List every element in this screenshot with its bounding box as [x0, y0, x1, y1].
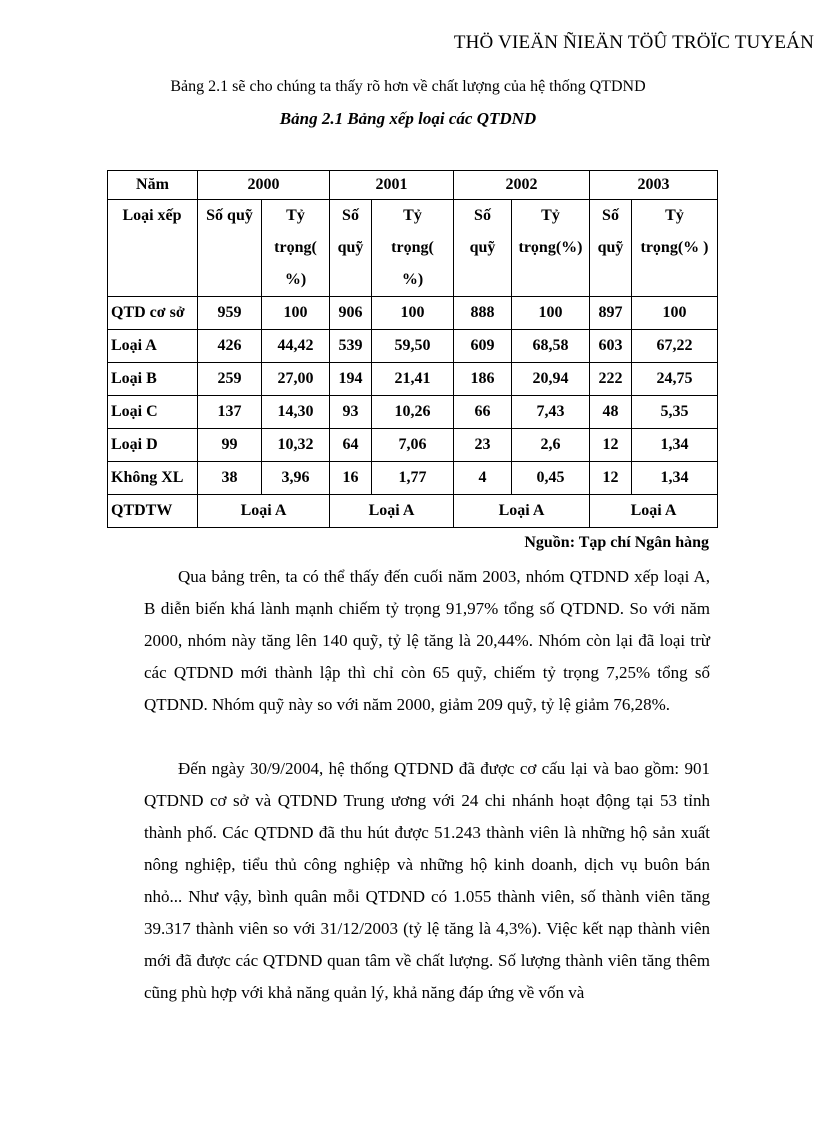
table-cell: 137: [198, 396, 262, 429]
table-cell: 426: [198, 330, 262, 363]
table-cell: 1,77: [372, 462, 454, 495]
table-cell: Loại A: [590, 495, 718, 528]
table-cell: 68,58: [512, 330, 590, 363]
page-header-title: THÖ VIEÄN ÑIEÄN TÖÛ TRÖÏC TUYEÁN: [453, 32, 814, 53]
table-cell: 222: [590, 363, 632, 396]
count-subheader: Số quỹ: [330, 200, 372, 297]
year-header: 2001: [330, 171, 454, 200]
table-cell: 64: [330, 429, 372, 462]
year-header: 2002: [454, 171, 590, 200]
year-header-row: [108, 171, 718, 200]
qtdtw-row: [108, 495, 718, 528]
year-header: 2003: [590, 171, 718, 200]
table-cell: 5,35: [632, 396, 718, 429]
table-cell: 10,32: [262, 429, 330, 462]
table-cell: 20,94: [512, 363, 590, 396]
table-row: [108, 330, 718, 363]
count-subheader: Số quỹ: [198, 200, 262, 297]
row-label: Loại A: [108, 330, 198, 363]
table-row: [108, 396, 718, 429]
intro-sentence: Bảng 2.1 sẽ cho chúng ta thấy rõ hơn về chất lượng của hệ thống QTDND: [170, 78, 646, 95]
table-cell: 48: [590, 396, 632, 429]
table-cell: 1,34: [632, 462, 718, 495]
table-cell: 66: [454, 396, 512, 429]
table-cell: 4: [454, 462, 512, 495]
table-cell: 609: [454, 330, 512, 363]
table-cell: 539: [330, 330, 372, 363]
row-label: QTDTW: [108, 495, 198, 528]
table-cell: 24,75: [632, 363, 718, 396]
share-subheader: Tỷ trọng( %): [262, 200, 330, 297]
body-paragraph: Đến ngày 30/9/2004, hệ thống QTDND đã được cơ cấu lại và bao gồm: 901 QTDND cơ sở và QTDND Trung ương với 24 chi nhánh hoạt động tại 53 tỉnh thành phố. Các QTDND đã thu hút được 51.243 thành viên là những hộ sản xuất nông nghiệp, tiểu thủ công nghiệp và những hộ kinh doanh, dịch vụ buôn bán nhỏ... Như vậy, bình quân mỗi QTDND có 1.055 thành viên, số thành viên tăng 39.317 thành viên so với 31/12/2003 (tỷ lệ tăng là 4,3%). Việc kết nạp thành viên mới đã được các QTDND quan tâm về chất lượng. Số lượng thành viên tăng thêm cũng phù hợp với khả năng quản lý, khả năng đáp ứng về vốn và: [144, 759, 710, 1002]
row-label: Loại D: [108, 429, 198, 462]
year-header: 2000: [198, 171, 330, 200]
table-cell: 12: [590, 462, 632, 495]
table-cell: 27,00: [262, 363, 330, 396]
table-cell: 897: [590, 297, 632, 330]
table-cell: 603: [590, 330, 632, 363]
table-row: [108, 297, 718, 330]
table-cell: 16: [330, 462, 372, 495]
table-cell: 2,6: [512, 429, 590, 462]
table-cell: 7,06: [372, 429, 454, 462]
table-row: [108, 429, 718, 462]
table-cell: 100: [512, 297, 590, 330]
table-cell: Loại A: [198, 495, 330, 528]
table-cell: 93: [330, 396, 372, 429]
corner-year-label: Năm: [108, 171, 198, 200]
table-cell: 44,42: [262, 330, 330, 363]
table-cell: 3,96: [262, 462, 330, 495]
row-label: QTD cơ sở: [108, 297, 198, 330]
table-cell: 186: [454, 363, 512, 396]
table-cell: 59,50: [372, 330, 454, 363]
table-cell: 7,43: [512, 396, 590, 429]
count-subheader: Số quỹ: [454, 200, 512, 297]
table-cell: 23: [454, 429, 512, 462]
table-row: [108, 363, 718, 396]
table-cell: 100: [372, 297, 454, 330]
table-cell: 10,26: [372, 396, 454, 429]
table-caption: Bảng 2.1 Bảng xếp loại các QTDND: [279, 109, 537, 128]
table-cell: 14,30: [262, 396, 330, 429]
table-cell: 959: [198, 297, 262, 330]
table-cell: 906: [330, 297, 372, 330]
table-cell: 1,34: [632, 429, 718, 462]
table-cell: 99: [198, 429, 262, 462]
share-subheader: Tỷ trọng( %): [372, 200, 454, 297]
table-cell: 67,22: [632, 330, 718, 363]
body-paragraph: Qua bảng trên, ta có thể thấy đến cuối năm 2003, nhóm QTDND xếp loại A, B diễn biến khá lành mạnh chiếm tỷ trọng 91,97% tổng số QTDND. So với năm 2000, nhóm này tăng lên 140 quỹ, tỷ lệ tăng là 20,44%. Nhóm còn lại đã loại trừ các QTDND mới thành lập thì chỉ còn 65 quỹ, chiếm tỷ trọng 7,25% tổng số QTDND. Nhóm quỹ này so với năm 2000, giảm 209 quỹ, tỷ lệ giảm 76,28%.: [144, 567, 710, 714]
table-cell: 38: [198, 462, 262, 495]
row-label: Loại C: [108, 396, 198, 429]
table-row: [108, 462, 718, 495]
table-cell: 0,45: [512, 462, 590, 495]
share-subheader: Tỷ trọng(% ): [632, 200, 718, 297]
table-cell: 100: [632, 297, 718, 330]
count-subheader: Số quỹ: [590, 200, 632, 297]
table-source: Nguồn: Tạp chí Ngân hàng: [524, 534, 709, 551]
table-cell: Loại A: [330, 495, 454, 528]
table-cell: 100: [262, 297, 330, 330]
table-cell: 259: [198, 363, 262, 396]
table-cell: 194: [330, 363, 372, 396]
corner-type-label: Loại xếp: [108, 200, 198, 297]
table-cell: 12: [590, 429, 632, 462]
subheader-row: [108, 200, 718, 297]
table-cell: 888: [454, 297, 512, 330]
share-subheader: Tỷ trọng(%): [512, 200, 590, 297]
row-label: Loại B: [108, 363, 198, 396]
ranking-table: [107, 170, 718, 528]
table-cell: 21,41: [372, 363, 454, 396]
row-label: Không XL: [108, 462, 198, 495]
table-cell: Loại A: [454, 495, 590, 528]
